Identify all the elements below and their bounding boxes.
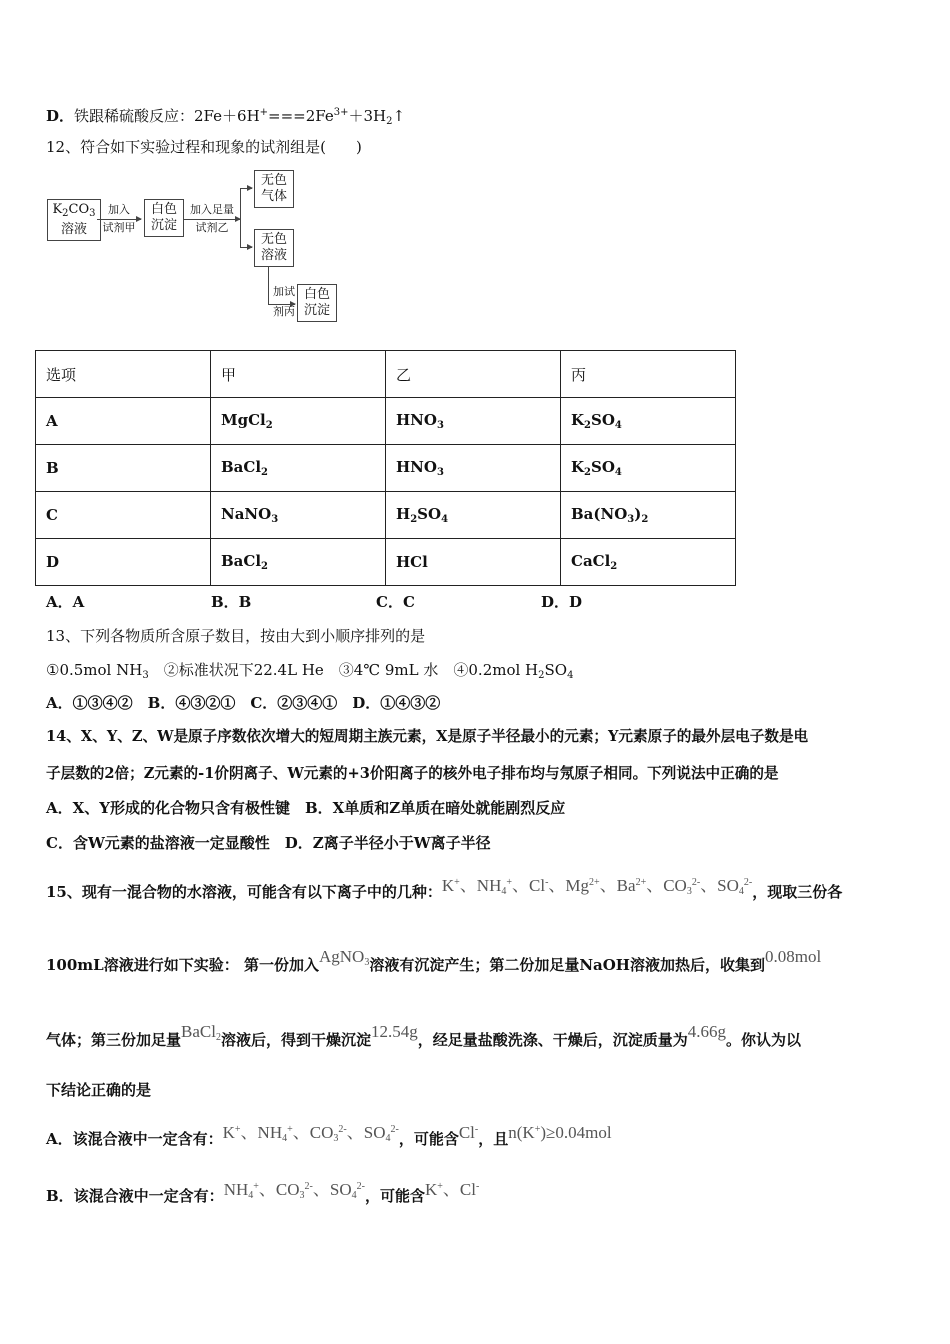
box-white-precipitate: 白色 沉淀	[144, 199, 184, 237]
q14-options-ab: A．X、Y形成的化合物只含有极性键 B．X单质和Z单质在暗处就能剧烈反应	[46, 799, 566, 817]
box-colorless-gas: 无色 气体	[254, 170, 294, 208]
cell: B	[36, 445, 211, 492]
q15-opta-c: ，且	[478, 1130, 509, 1148]
q15-optb-a: B．该混合液中一定含有：	[46, 1187, 224, 1205]
cell: C	[36, 492, 211, 539]
down-line	[268, 267, 269, 305]
arrow1-top-label: 加入	[108, 203, 130, 216]
q15-l3a: 气体；第三份加足量	[46, 1031, 182, 1049]
arrow-1	[97, 219, 141, 220]
q15-line3: 气体；第三份加足量BaCl$_2$溶液后，得到干燥沉淀12.54g，经足量盐酸洗涤、干燥后，沉淀质量为4.66g。你认为以	[46, 1022, 802, 1049]
q15-l2a: 100mL溶液进行如下实验： 第一份加入	[46, 956, 319, 974]
box-start: $K_2CO_3$ 溶液	[47, 199, 101, 241]
branch-line	[240, 188, 241, 248]
table-row	[36, 539, 736, 586]
q15-option-a: A．该混合液中一定含有：K+、$NH_4^+$、$CO_3^{2-}$、$SO_4^{2-}$，可能含Cl-，且n(K+)≥0.04mol	[46, 1123, 612, 1148]
q12-answer-d: D．D	[541, 593, 583, 611]
q15-l2b: 溶液有沉淀产生；第二份加足量NaOH溶液加热后，收集到	[369, 956, 765, 974]
cell: BaCl$_2$	[211, 539, 386, 586]
cell: $HNO_3$	[386, 398, 561, 445]
arrow3-top-label: 加试	[273, 285, 295, 298]
q15-l3-val2: 4.66g	[687, 1022, 726, 1041]
q15-l2-val: 0.08mol	[764, 947, 822, 966]
q14-options-cd: C．含W元素的盐溶液一定显酸性 D．Z离子半径小于W离子半径	[46, 834, 491, 852]
q15-line1: 15、现有一混合物的水溶液，可能含有以下离子中的几种：K+、$NH_4^+$、Cl-、$Mg^{2+}$、$Ba^{2+}$、$CO_3^{2-}$、$SO_4^{2-}$，现取三份各	[46, 876, 843, 901]
q14-line2: 子层数的2倍；Z元素的-1价阴离子、W元素的+3价阳离子的核外电子排布均与氖原子相同。下列说法中正确的是	[46, 765, 779, 782]
q15-line4: 下结论正确的是	[46, 1081, 152, 1099]
cell: HCl	[386, 539, 561, 586]
th-option: 选项	[36, 351, 211, 398]
cell: $HNO_3$	[386, 445, 561, 492]
table-row	[36, 398, 736, 445]
q15-opta-a: A．该混合液中一定含有：	[46, 1130, 223, 1148]
box-colorless-solution: 无色 溶液	[254, 229, 294, 267]
q15-opta-b: ，可能含	[398, 1130, 459, 1148]
cell: $H_2SO_4$	[386, 492, 561, 539]
arrow-to-gas	[240, 188, 252, 189]
q15-optb-b: ，可能含	[364, 1187, 425, 1205]
arrow-2	[184, 219, 240, 220]
cell: BaCl$_2$	[211, 445, 386, 492]
cell: $Ba(NO_3)_2$	[561, 492, 736, 539]
q13-answers: A．①③④② B．④③②① C．②③④① D．①④③②	[46, 694, 441, 712]
cell: $K_2SO_4$	[561, 398, 736, 445]
arrow1-bottom-label: 试剂甲	[102, 221, 136, 234]
q15-opta-cond: ≥0.04mol	[546, 1123, 612, 1142]
q11-option-d: D．铁跟稀硫酸反应：$2Fe+6H^+===2Fe^{3+}+3H_2↑$	[46, 107, 406, 127]
arrow3-bottom-label: 剂丙	[273, 305, 295, 318]
th-bing: 丙	[561, 351, 736, 398]
table-row	[36, 492, 736, 539]
box-final-precipitate: 白色 沉淀	[297, 284, 337, 322]
q15-l3c: ，经足量盐酸洗涤、干燥后，沉淀质量为	[417, 1031, 688, 1049]
table-header-row	[36, 351, 736, 398]
cell: A	[36, 398, 211, 445]
cell: D	[36, 539, 211, 586]
th-jia: 甲	[211, 351, 386, 398]
q12-stem: 12、符合如下实验过程和现象的试剂组是( )	[46, 138, 362, 156]
q15-line2: 100mL溶液进行如下实验： 第一份加入AgNO$_3$溶液有沉淀产生；第二份加足量NaOH溶液加热后，收集到0.08mol	[46, 947, 822, 974]
q15-l3d: 。你认为以	[726, 1031, 802, 1049]
cell: NaNO$_3$	[211, 492, 386, 539]
q12-options-table	[35, 350, 736, 586]
q12-answer-a: A．A	[46, 593, 85, 611]
q13-stem: 13、下列各物质所含原子数目，按由大到小顺序排列的是	[46, 627, 426, 645]
cell: MgCl$_2$	[211, 398, 386, 445]
q12-answer-c: C．C	[376, 593, 415, 611]
arrow2-top-label: 加入足量	[190, 203, 234, 216]
cell: CaCl$_2$	[561, 539, 736, 586]
q12-answer-b: B．B	[211, 593, 252, 611]
q15-l3b: 溶液后，得到干燥沉淀	[220, 1031, 371, 1049]
q15-l1b: ，现取三份各	[752, 883, 843, 901]
arrow-to-solution	[240, 247, 252, 248]
cell: $K_2SO_4$	[561, 445, 736, 492]
th-yi: 乙	[386, 351, 561, 398]
table-row	[36, 445, 736, 492]
q15-l3-val1: 12.54g	[370, 1022, 418, 1041]
q15-option-b: B．该混合液中一定含有：$NH_4^+$、$CO_3^{2-}$、$SO_4^{2-}$，可能含K+、Cl-	[46, 1180, 480, 1205]
q13-items: ①0.5mol $NH_3$ ②标准状况下22.4L He ③4℃ 9mL 水 ④0.2mol $H_2SO_4$	[46, 661, 574, 681]
arrow2-bottom-label: 试剂乙	[195, 221, 229, 234]
q15-l1a: 15、现有一混合物的水溶液，可能含有以下离子中的几种：	[46, 883, 442, 901]
q14-line1: 14、X、Y、Z、W是原子序数依次增大的短周期主族元素，X是原子半径最小的元素；Y元素原子的最外层电子数是电	[46, 728, 809, 745]
